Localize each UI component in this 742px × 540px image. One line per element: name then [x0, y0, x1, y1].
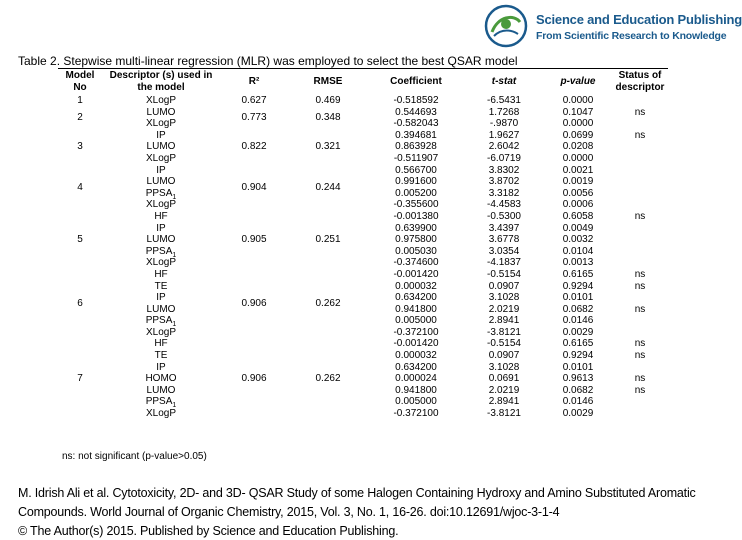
status-value	[612, 257, 668, 269]
tstat-value: -6.5431	[487, 95, 521, 106]
coefficient-value: -0.001420	[393, 338, 439, 350]
pvalue-cell	[544, 338, 612, 419]
status-value	[612, 153, 668, 165]
table-row	[58, 211, 668, 269]
descriptor-value: IP	[156, 292, 166, 304]
pvalue-value: 0.0049	[562, 222, 594, 234]
status-value: ns	[634, 350, 646, 362]
coefficient-value: 0.544693	[395, 106, 437, 118]
rmse-cell: 0.251	[315, 234, 341, 246]
header-pvalue: p-value	[560, 76, 596, 87]
pvalue-value: 0.0029	[562, 408, 594, 420]
tstat-value: 2.0219	[488, 303, 520, 315]
status-value: ns	[634, 384, 646, 396]
descriptor-value: IP	[156, 361, 166, 373]
descriptor-value: IP	[156, 164, 166, 176]
table-header-row	[58, 69, 668, 95]
coefficient-cell	[368, 211, 464, 269]
status-value	[612, 362, 668, 374]
status-value	[612, 327, 668, 339]
tstat-value: 0.0691	[488, 373, 520, 385]
status-value	[612, 408, 668, 420]
status-cell	[612, 165, 668, 211]
status-cell	[612, 338, 668, 419]
coefficient-value: 0.975800	[395, 234, 437, 246]
status-cell	[612, 107, 668, 130]
coefficient-value: 0.941800	[395, 303, 437, 315]
coefficient-value: 0.005200	[395, 187, 437, 199]
status-value	[612, 95, 668, 107]
tstat-value: 2.8941	[488, 396, 520, 408]
status-value: ns	[634, 268, 646, 280]
status-cell	[612, 130, 668, 165]
r2-cell: 0.627	[241, 95, 267, 106]
status-value	[612, 176, 668, 188]
copyright-notice: © The Author(s) 2015. Published by Science and Education Publishing.	[18, 524, 399, 538]
descriptor-value: HF	[154, 268, 168, 280]
tstat-value: 0.0907	[488, 280, 520, 292]
coefficient-value: 0.991600	[395, 176, 437, 188]
model-no-cell: 1	[77, 95, 83, 106]
pvalue-value: 0.0699	[562, 129, 594, 141]
descriptor-value: XLogP	[145, 408, 177, 420]
tstat-value: -0.5300	[487, 210, 521, 222]
model-no-cell: 4	[77, 181, 83, 193]
pvalue-value: 0.0000	[562, 152, 594, 164]
rmse-cell: 0.244	[315, 181, 341, 193]
coefficient-value: -0.355600	[393, 199, 439, 211]
descriptor-value: XLogP	[145, 95, 177, 106]
coefficient-cell	[368, 95, 464, 107]
descriptor-value: IP	[156, 129, 166, 141]
tstat-value: 3.4397	[488, 222, 520, 234]
descriptor-cell	[102, 269, 220, 339]
rmse-cell: 0.469	[315, 95, 341, 106]
qsar-table	[58, 69, 668, 420]
model-no-cell: 2	[77, 112, 83, 124]
descriptor-cell	[102, 211, 220, 269]
coefficient-cell	[368, 338, 464, 419]
status-value	[612, 199, 668, 211]
tstat-value: 1.7268	[488, 106, 520, 118]
descriptor-cell	[102, 130, 220, 165]
header-coefficient: Coefficient	[390, 76, 442, 87]
descriptor-value: HF	[154, 338, 168, 350]
header-descriptor: Descriptor (s) used in the model	[109, 70, 213, 93]
pvalue-value: 0.0000	[562, 118, 594, 130]
table-row	[58, 269, 668, 339]
tstat-value: -3.8121	[487, 408, 521, 420]
coefficient-value: 0.005000	[395, 315, 437, 327]
header-tstat: t-stat	[491, 76, 517, 87]
pvalue-cell	[544, 165, 612, 211]
pvalue-cell	[544, 211, 612, 269]
pvalue-value: 0.0056	[562, 187, 594, 199]
pvalue-value: 0.0021	[562, 164, 594, 176]
descriptor-cell	[102, 107, 220, 130]
tstat-value: 3.1028	[488, 292, 520, 304]
descriptor-value: LUMO	[146, 106, 176, 118]
status-value	[612, 188, 668, 200]
descriptor-cell	[102, 165, 220, 211]
tstat-value: 3.0354	[488, 245, 520, 257]
citation: M. Idrish Ali et al. Cytotoxicity, 2D- and 3D- QSAR Study of some Halogen Containing Hydroxy and Amino Substituted Aromatic Compounds. World Journal of Organic Chemistry, 2015, Vol. 3, No. 1, 16-26. doi:10.12691/wjoc-3-1-4	[18, 486, 696, 519]
coefficient-value: -0.582043	[393, 118, 439, 130]
status-value	[612, 246, 668, 258]
coefficient-value: 0.639900	[395, 222, 437, 234]
tstat-cell	[464, 338, 544, 419]
tstat-value: 3.8302	[488, 164, 520, 176]
table-footnote: ns: not significant (p-value>0.05)	[62, 451, 207, 462]
coefficient-value: -0.374600	[393, 257, 439, 269]
header-status: Status of descriptor	[615, 70, 665, 93]
tstat-cell	[464, 165, 544, 211]
tstat-value: 3.8702	[488, 176, 520, 188]
coefficient-value: -0.511907	[393, 152, 439, 164]
coefficient-value: -0.372100	[393, 326, 439, 338]
r2-cell: 0.906	[241, 373, 267, 385]
tstat-value: -3.8121	[487, 326, 521, 338]
coefficient-value: 0.000032	[395, 280, 437, 292]
pvalue-value: 0.0682	[562, 303, 594, 315]
status-value	[612, 165, 668, 177]
pvalue-value: 0.0208	[562, 141, 594, 153]
status-cell	[612, 95, 668, 107]
descriptor-value: $PPSA_1$	[145, 315, 177, 329]
status-value	[612, 315, 668, 327]
header-model: Model No	[65, 70, 95, 93]
status-value: ns	[634, 210, 646, 222]
header-rmse: RMSE	[313, 76, 343, 87]
descriptor-cell	[102, 338, 220, 419]
pvalue-value: 0.0019	[562, 176, 594, 188]
descriptor-value: HF	[154, 210, 168, 222]
descriptor-value: XLogP	[145, 326, 177, 338]
status-value: ns	[634, 303, 646, 315]
pvalue-value: 0.0101	[562, 361, 594, 373]
pvalue-value: 0.0682	[562, 384, 594, 396]
descriptor-value: XLogP	[145, 118, 177, 130]
model-no-cell: 3	[77, 141, 83, 153]
coefficient-value: 0.634200	[395, 292, 437, 304]
tstat-cell	[464, 130, 544, 165]
pvalue-value: 0.0032	[562, 234, 594, 246]
rmse-cell: 0.348	[315, 112, 341, 124]
descriptor-value: XLogP	[145, 152, 177, 164]
table-row	[58, 338, 668, 419]
status-value: ns	[634, 338, 646, 350]
descriptor-value: XLogP	[145, 199, 177, 211]
coefficient-cell	[368, 165, 464, 211]
pvalue-value: 0.6058	[562, 210, 594, 222]
tstat-value: 3.6778	[488, 234, 520, 246]
rmse-cell: 0.321	[315, 141, 341, 153]
status-value	[612, 118, 668, 130]
tstat-value: 3.1028	[488, 361, 520, 373]
pvalue-cell	[544, 107, 612, 130]
coefficient-value: 0.634200	[395, 361, 437, 373]
pvalue-value: 0.0104	[562, 245, 594, 257]
pvalue-value: 0.0146	[562, 396, 594, 408]
tstat-value: -0.5154	[487, 268, 521, 280]
descriptor-value: $PPSA_1$	[145, 396, 177, 410]
descriptor-value: LUMO	[146, 384, 176, 396]
coefficient-value: 0.394681	[395, 129, 437, 141]
descriptor-value: TE	[154, 280, 168, 292]
tstat-value: -.9870	[489, 118, 519, 130]
tstat-cell	[464, 107, 544, 130]
pvalue-value: 0.9294	[562, 280, 594, 292]
status-value: ns	[634, 129, 646, 141]
descriptor-value: $PPSA_1$	[145, 245, 177, 259]
tstat-value: 2.0219	[488, 384, 520, 396]
coefficient-cell	[368, 269, 464, 339]
tstat-cell	[464, 211, 544, 269]
publisher-globe-icon	[484, 4, 528, 48]
descriptor-value: XLogP	[145, 257, 177, 269]
model-no-cell: 7	[77, 373, 83, 385]
descriptor-value: TE	[154, 350, 168, 362]
table-row	[58, 107, 668, 130]
model-no-cell: 5	[77, 234, 83, 246]
table-caption: Table 2. Stepwise multi-linear regression (MLR) was employed to select the best QSAR model	[18, 54, 518, 68]
tstat-cell	[464, 95, 544, 107]
descriptor-value: $PPSA_1$	[145, 187, 177, 201]
coefficient-value: -0.372100	[393, 408, 439, 420]
coefficient-value: 0.005000	[395, 396, 437, 408]
tstat-value: 2.8941	[488, 315, 520, 327]
r2-cell: 0.822	[241, 141, 267, 153]
pvalue-value: 0.9294	[562, 350, 594, 362]
coefficient-cell	[368, 130, 464, 165]
tstat-cell	[464, 269, 544, 339]
tstat-value: 0.0907	[488, 350, 520, 362]
tstat-value: -4.1837	[487, 257, 521, 269]
status-value: ns	[634, 280, 646, 292]
r2-cell: 0.773	[241, 112, 267, 124]
descriptor-value: HOMO	[145, 373, 177, 385]
table-row	[58, 95, 668, 107]
publisher-logo	[484, 4, 742, 50]
descriptor-value: IP	[156, 222, 166, 234]
descriptor-value: LUMO	[146, 303, 176, 315]
coefficient-value: -0.001420	[393, 268, 439, 280]
publisher-tagline: From Scientific Research to Knowledge	[536, 30, 727, 42]
pvalue-value: 0.0000	[562, 95, 594, 106]
rmse-cell: 0.262	[315, 373, 341, 385]
pvalue-value: 0.0013	[562, 257, 594, 269]
tstat-value: -0.5154	[487, 338, 521, 350]
pvalue-value: 0.6165	[562, 338, 594, 350]
rmse-cell: 0.262	[315, 297, 341, 309]
header-r2: R²	[248, 76, 260, 87]
publisher-name: Science and Education Publishing	[536, 12, 742, 27]
pvalue-value: 0.1047	[562, 106, 594, 118]
coefficient-value: 0.005030	[395, 245, 437, 257]
pvalue-value: 0.0146	[562, 315, 594, 327]
status-value: ns	[634, 106, 646, 118]
tstat-value: 1.9627	[488, 129, 520, 141]
descriptor-value: LUMO	[146, 141, 176, 153]
tstat-value: -6.0719	[487, 152, 521, 164]
r2-cell: 0.905	[241, 234, 267, 246]
status-cell	[612, 211, 668, 269]
pvalue-cell	[544, 269, 612, 339]
coefficient-cell	[368, 107, 464, 130]
coefficient-value: 0.000032	[395, 350, 437, 362]
r2-cell: 0.906	[241, 297, 267, 309]
pvalue-value: 0.9613	[562, 373, 594, 385]
pvalue-value: 0.6165	[562, 268, 594, 280]
pvalue-value: 0.0101	[562, 292, 594, 304]
status-value	[612, 292, 668, 304]
status-value	[612, 234, 668, 246]
pvalue-value: 0.0029	[562, 326, 594, 338]
coefficient-value: 0.000024	[395, 373, 437, 385]
coefficient-value: 0.863928	[395, 141, 437, 153]
descriptor-cell	[102, 95, 220, 107]
r2-cell: 0.904	[241, 181, 267, 193]
status-value	[612, 223, 668, 235]
table-row	[58, 165, 668, 211]
status-cell	[612, 269, 668, 339]
coefficient-value: -0.518592	[393, 95, 439, 106]
coefficient-value: 0.941800	[395, 384, 437, 396]
status-value	[612, 141, 668, 153]
model-no-cell: 6	[77, 297, 83, 309]
status-value: ns	[634, 373, 646, 385]
coefficient-value: 0.566700	[395, 164, 437, 176]
pvalue-value: 0.0006	[562, 199, 594, 211]
table-row	[58, 130, 668, 165]
table-body	[58, 95, 668, 420]
descriptor-value: LUMO	[146, 234, 176, 246]
tstat-value: 3.3182	[488, 187, 520, 199]
tstat-value: -4.4583	[487, 199, 521, 211]
tstat-value: 2.6042	[488, 141, 520, 153]
pvalue-cell	[544, 130, 612, 165]
status-value	[612, 396, 668, 408]
descriptor-value: LUMO	[146, 176, 176, 188]
coefficient-value: -0.001380	[393, 210, 439, 222]
pvalue-cell	[544, 95, 612, 107]
